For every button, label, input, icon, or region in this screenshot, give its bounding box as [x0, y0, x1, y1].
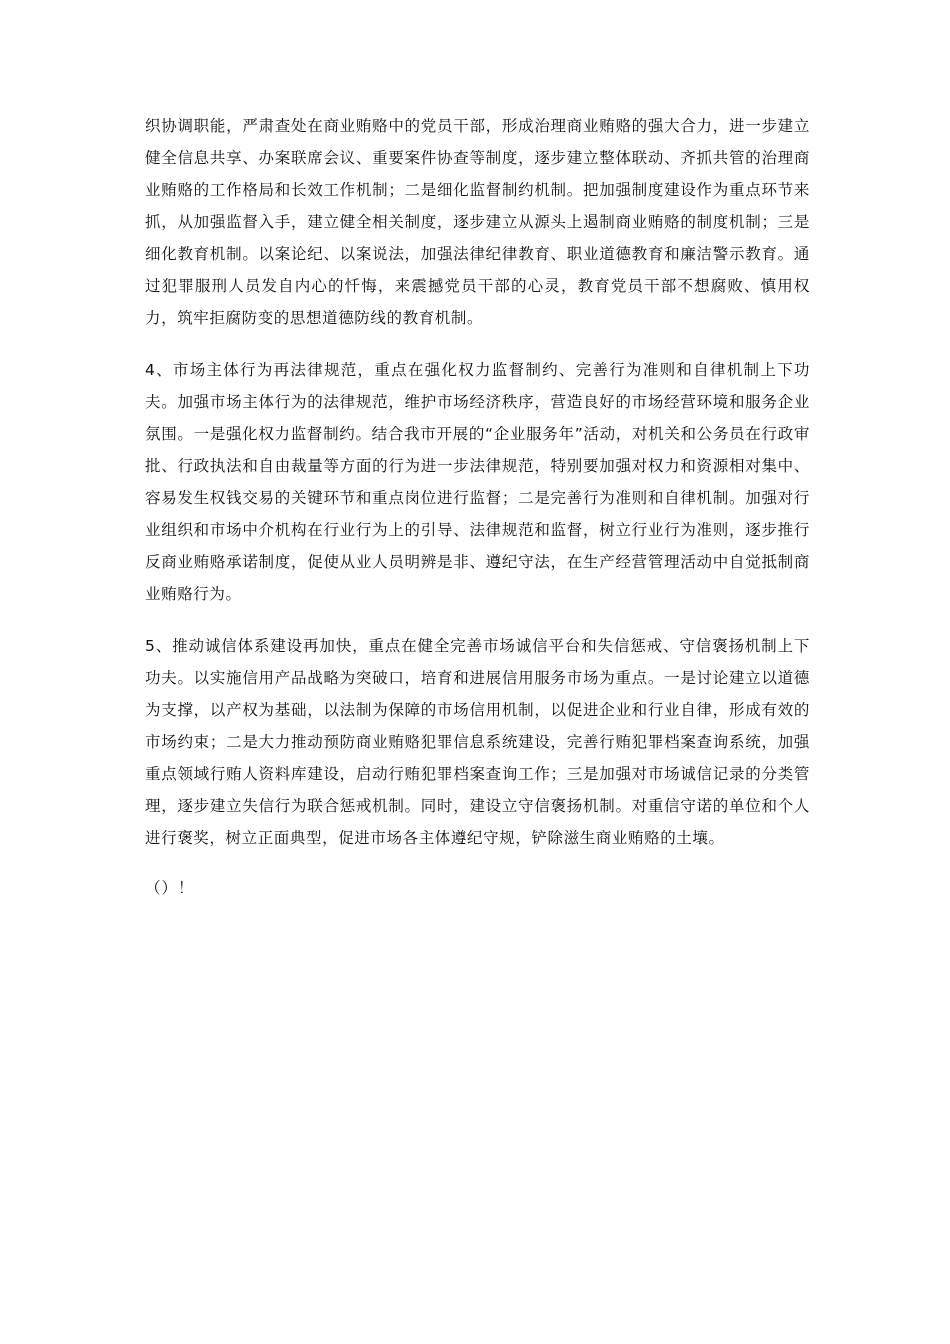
ending-mark: （）！ — [145, 879, 195, 897]
paragraph-item-5: 5、推动诚信体系建设再加快，重点在健全完善市场诚信平台和失信惩戒、守信褒扬机制上下功夫。以实施信用产品战略为突破口，培育和进展信用服务市场为重点。一是讨论建立以道德为支撑，以产权为基础，以法制为保障的市场信用机制，以促进企业和行业自律，形成有效的市场约束；二是大力推动预防商业贿赂犯罪信息系统建设，完善行贿犯罪档案查询系统，加强重点领域行贿人资料库建设，启动行贿犯罪档案查询工作；三是加强对市场诚信记录的分类管理，逐步建立失信行为联合惩戒机制。同时，建设立守信褒扬机制。对重信守诺的单位和个人进行褒奖，树立正面典型，促进市场各主体遵纪守规，铲除滋生商业贿赂的土壤。 — [145, 637, 810, 847]
paragraph-continuation: 织协调职能，严肃查处在商业贿赂中的党员干部，形成治理商业贿赂的强大合力，进一步建立健全信息共享、办案联席会议、重要案件协查等制度，逐步建立整体联动、齐抓共管的治理商业贿赂的工作格局和长效工作机制；二是细化监督制约机制。把加强制度建设作为重点环节来抓，从加强监督入手，建立健全相关制度，逐步建立从源头上遏制商业贿赂的制度机制；三是细化教育机制。以案论纪、以案说法，加强法律纪律教育、职业道德教育和廉洁警示教育。通过犯罪服刑人员发自内心的忏悔，来震撼党员干部的心灵，教育党员干部不想腐败、慎用权力，筑牢拒腐防变的思想道德防线的教育机制。 — [145, 117, 810, 327]
document-body — [145, 110, 810, 904]
paragraph-item-4: 4、市场主体行为再法律规范，重点在强化权力监督制约、完善行为准则和自律机制上下功夫。加强市场主体行为的法律规范，维护市场经济秩序，营造良好的市场经营环境和服务企业氛围。一是强化权力监督制约。结合我市开展的“企业服务年”活动，对机关和公务员在行政审批、行政执法和自由裁量等方面的行为进一步法律规范，特别要加强对权力和资源相对集中、容易发生权钱交易的关键环节和重点岗位进行监督；二是完善行为准则和自律机制。加强对行业组织和市场中介机构在行业行为上的引导、法律规范和监督，树立行业行为准则，逐步推行反商业贿赂承诺制度，促使从业人员明辨是非、遵纪守法，在生产经营管理活动中自觉抵制商业贿赂行为。 — [145, 361, 810, 603]
